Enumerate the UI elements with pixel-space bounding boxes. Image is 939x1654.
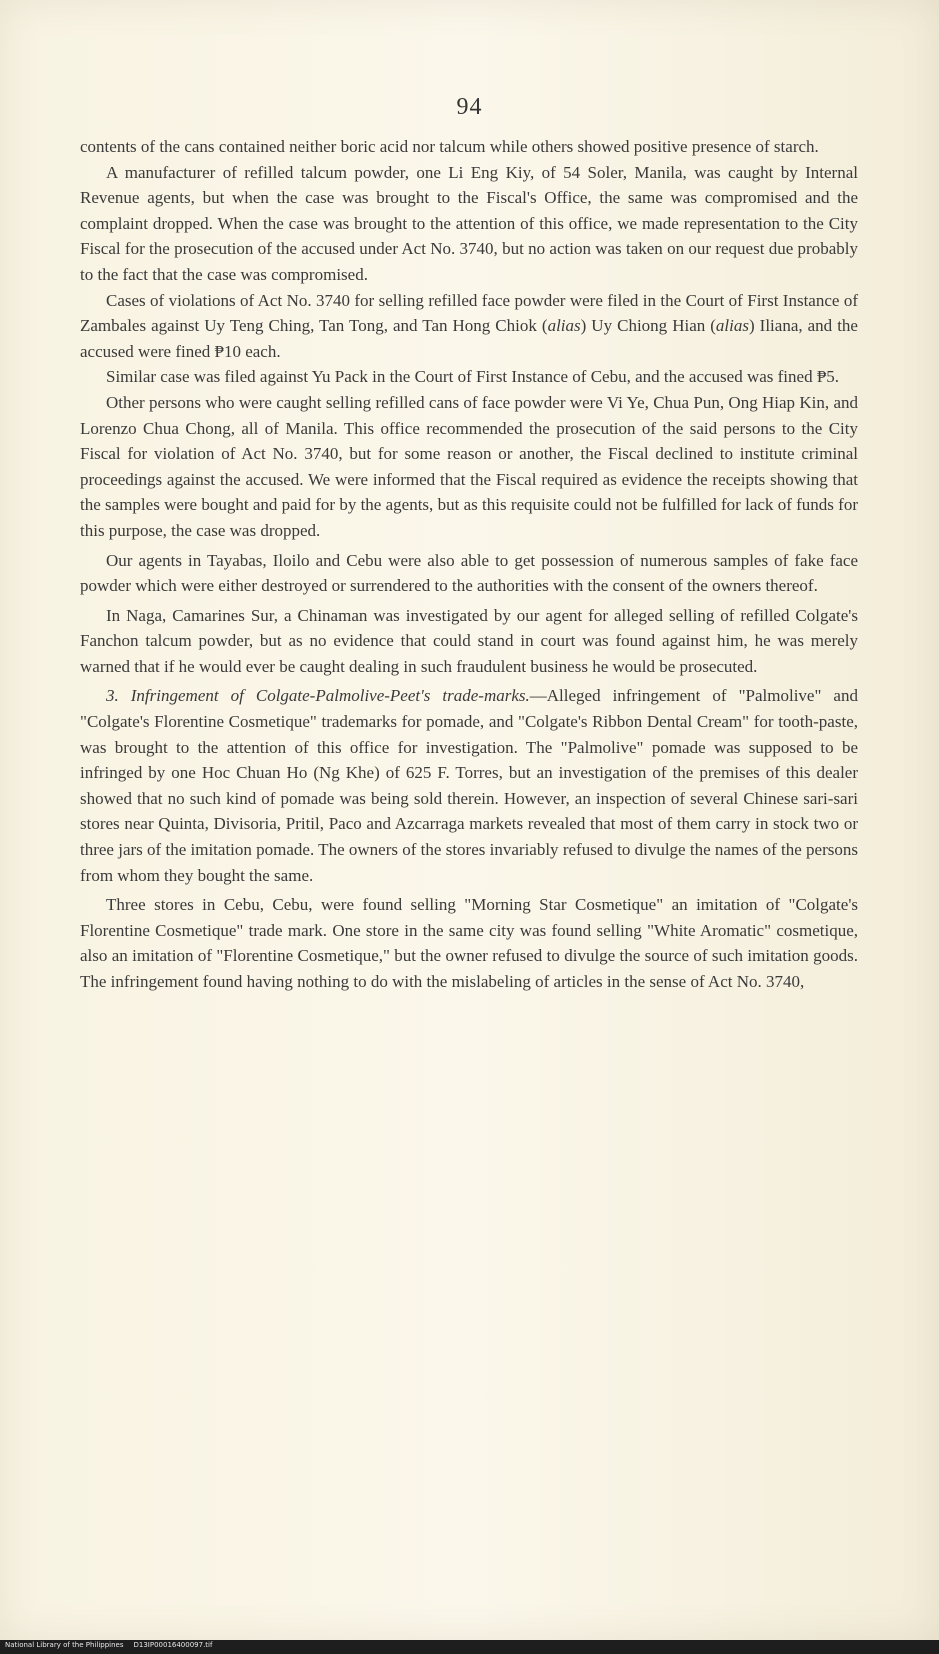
paragraph-1: contents of the cans contained neither boric acid nor talcum while others showed positive presence of starch. [80,137,819,156]
alias-term: alias [715,316,749,336]
paragraph-3 [80,288,858,365]
paragraph-3-text-before: Cases of violations of Act No. 3740 for selling refilled face powder were filed in the Court of First Instance of Zambales against Uy Teng Ching, Tan Tong, and Tan Hong Chiok ( [80,290,858,336]
paragraph-5: Other persons who were caught selling refilled cans of face powder were Vi Ye, Chua Pun, Ong Hiap Kin, and Lorenzo Chua Chong, all of Manila. This office recommended the prosecution of the said persons to the City Fiscal for violation of Act No. 3740, but for some reason or another, the Fiscal declined to institute criminal proceedings against the accused. We were informed that the Fiscal required as evidence the receipts showing that the samples were bought and paid for by the agents, but as this requisite could not be fulfilled for lack of funds for this purpose, the case was dropped. [80,392,858,540]
paragraph-8 [80,683,858,888]
paragraph-3-text-mid: ) Uy Chiong Hian ( [580,316,716,336]
paragraph-8-text: —Alleged infringement of "Palmolive" and "Colgate's Florentine Cosmetique" trademarks for pomade, and "Colgate's Ribbon Dental Cream" for tooth-paste, was brought to the attention of this office for investigation. The "Palmolive" pomade was supposed to be infringed by one Hoc Chuan Ho (Ng Khe) of 625 F. Torres, but an investigation of the premises of this dealer showed that no such kind of pomade was being sold therein. However, an inspection of several Chinese sari-sari stores near Quinta, Divisoria, Pritil, Paco and Azcarraga markets revealed that most of them carry in stock two or three jars of the imitation pomade. The owners of the stores invariably refused to divulge the names of the persons from whom they bought the same. [80,686,858,885]
footer-file-id: D13IP00016400097.tif [133,1641,213,1649]
body-text [80,134,858,995]
page-number: 94 [456,94,483,120]
paragraph-9: Three stores in Cebu, Cebu, were found selling "Morning Star Cosmetique" an imitation of "Colgate's Florentine Cosmetique" trade mark. One store in the same city was found selling "White Aromatic" cosmetique, also an imitation of "Florentine Cosmetique," but the owner refused to divulge the source of such imitation goods. The infringement found having nothing to do with the mislabeling of articles in the sense of Act No. 3740, [80,895,858,991]
paragraph-2: A manufacturer of refilled talcum powder, one Li Eng Kiy, of 54 Soler, Manila, was caught by Internal Revenue agents, but when the case was brought to the Fiscal's Office, the same was compromised and the complaint dropped. When the case was brought to the attention of this office, we made representation to the City Fiscal for the prosecution of the accused under Act No. 3740, but no action was taken on our request due probably to the fact that the case was compromised. [80,162,858,284]
paragraph-3-text-after: ) Iliana, and the accused were fined ₱10 each. [80,316,858,361]
paragraph-4: Similar case was filed against Yu Pack in the Court of First Instance of Cebu, and the accused was fined ₱5. [106,367,840,387]
footer-library: National Library of the Philippines [5,1641,124,1649]
scan-footer [0,1640,939,1654]
paragraph-7: In Naga, Camarines Sur, a Chinaman was investigated by our agent for alleged selling of refilled Colgate's Fanchon talcum powder, but as no evidence that could stand in court was found against him, he was merely warned that if he would ever be caught dealing in such fraudulent business he would be prosecuted. [80,605,858,676]
section-heading: 3. Infringement of Colgate-Palmolive-Peet's trade-marks. [106,686,530,706]
paragraph-6: Our agents in Tayabas, Iloilo and Cebu were also able to get possession of numerous samples of fake face powder which were either destroyed or surrendered to the authorities with the consent of the owners thereof. [80,550,858,596]
footer-caption [5,1641,212,1649]
alias-term: alias [547,316,581,336]
